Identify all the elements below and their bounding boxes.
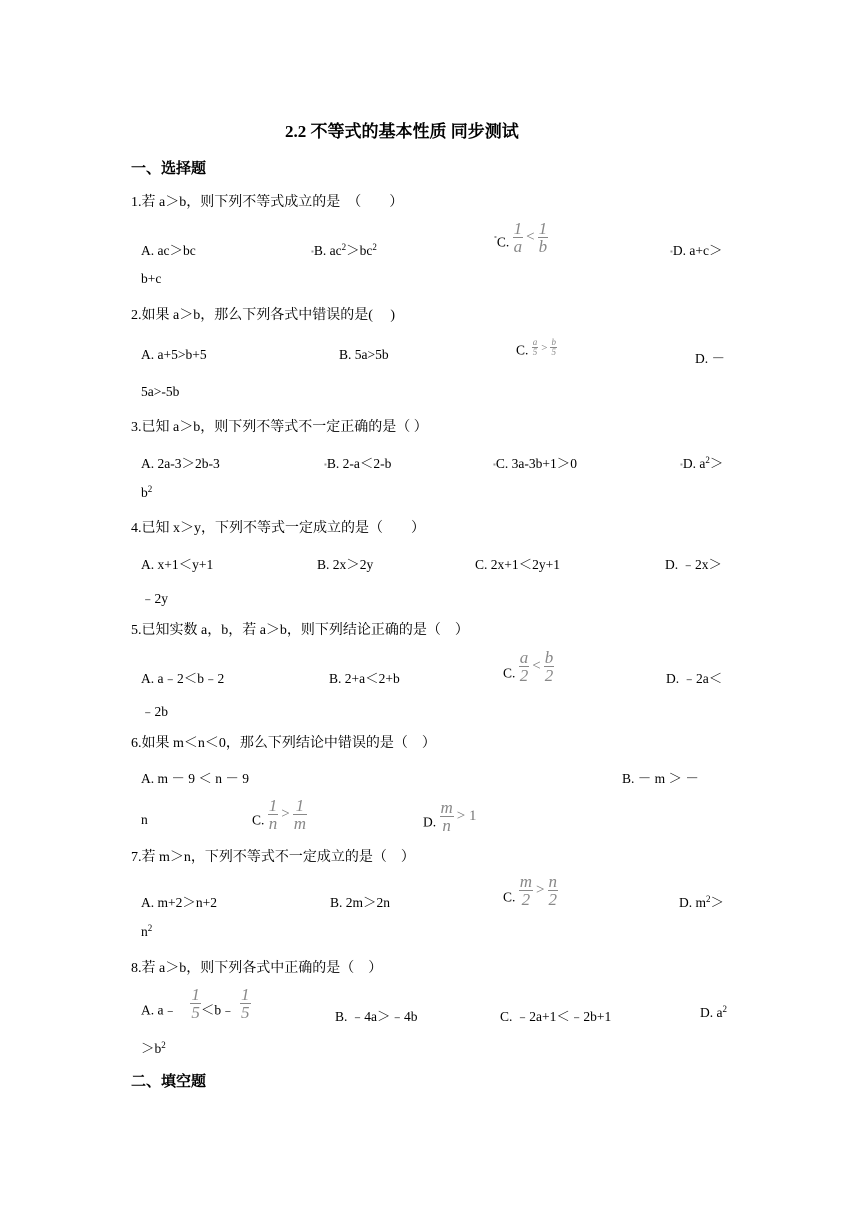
option-d-continued: ﹣2y: [141, 591, 168, 606]
option-d-continued: $b^2$: [141, 484, 153, 500]
option-d: D. $\frac{m}{n}$ > 1: [423, 798, 477, 835]
option-c: C. $\frac{a}{5}$ > $\frac{b}{5}$: [516, 337, 556, 358]
section-heading-choice: 一、选择题: [131, 161, 207, 177]
fraction-m-over-2: $\frac{m}{2}$: [519, 872, 533, 909]
question-stem: 6.如果 m＜n＜0，那么下列结论中错误的是（ ）: [131, 736, 436, 751]
fraction-a-over-2: $\frac{a}{2}$: [519, 648, 529, 685]
section-heading-fill: 二、填空题: [131, 1074, 207, 1090]
option-a: A. a﹣2＜b﹣2: [141, 671, 225, 686]
option-b: B. 5a>5b: [339, 347, 389, 362]
option-c: C. 2x+1＜2y+1: [475, 557, 560, 572]
fraction-a-over-5: $\frac{a}{5}$: [532, 337, 538, 357]
question-stem: 5.已知实数 a，b，若 a＞b，则下列结论正确的是（ ）: [131, 623, 469, 638]
option-a: A. m － 9 ＜ n － 9: [141, 771, 249, 786]
option-c: C. $\frac{m}{2}$ > $\frac{n}{2}$: [503, 872, 558, 909]
fraction-n-over-2: $\frac{n}{2}$: [548, 872, 558, 909]
page-title: 2.2 不等式的基本性质 同步测试: [285, 122, 519, 141]
fraction-1-over-5: $\frac{1}{5}$: [241, 985, 250, 1022]
option-d: D. ﹣2x＞: [665, 557, 722, 572]
question-stem: 7.若 m＞n，下列不等式不一定成立的是（ ）: [131, 850, 415, 865]
option-a: A. 2a-3＞2b-3: [141, 456, 220, 471]
question-stem: 1.若 a＞b，则下列不等式成立的是 （ ）: [131, 195, 404, 210]
fraction-m-over-n: $\frac{m}{n}$: [440, 798, 453, 835]
option-c: ▪C. 3a-3b+1＞0: [493, 456, 577, 471]
option-d: D. －: [695, 351, 725, 366]
option-a: A. a+5>b+5: [141, 347, 207, 362]
option-d: ▪D. a+c＞: [670, 243, 723, 258]
question-stem: 3.已知 a＞b，则下列不等式不一定正确的是（ ）: [131, 420, 428, 435]
option-b: ▪B. $ac^2>bc^2$: [311, 242, 377, 258]
option-d-continued: $n^2$: [141, 923, 153, 939]
question-stem: 8.若 a＞b，则下列各式中正确的是（ ）: [131, 961, 383, 976]
option-c: C. $\frac{a}{2}$ < $\frac{b}{2}$: [503, 648, 554, 685]
option-b-continued: n: [141, 812, 148, 827]
fraction-b-over-2: $\frac{b}{2}$: [544, 648, 554, 685]
option-b: B. 2+a＜2+b: [329, 671, 400, 686]
option-b: B. ﹣4a＞﹣4b: [335, 1009, 418, 1024]
option-d: ▪D. $a^2>$: [680, 455, 724, 471]
option-a: A. m+2＞n+2: [141, 895, 217, 910]
option-c: C. $\frac{1}{n}$ > $\frac{1}{m}$: [252, 796, 307, 833]
fraction-1-over-b: $\frac{1}{b}$: [538, 219, 548, 256]
option-b: B. － m ＞ －: [622, 771, 699, 786]
option-b: B. 2m＞2n: [330, 895, 391, 910]
option-c: ▪C. $\frac{1}{a}$ < $\frac{1}{b}$: [494, 219, 548, 256]
fraction-1-over-n: $\frac{1}{n}$: [268, 796, 278, 833]
option-d: D. $a^2$: [700, 1004, 727, 1020]
option-d-continued: $>b^2$: [141, 1040, 166, 1056]
option-d-continued: 5a>-5b: [141, 384, 180, 399]
fraction-1-over-m: $\frac{1}{m}$: [293, 796, 307, 833]
option-b: B. 2x＞2y: [317, 557, 374, 572]
question-stem: 2.如果 a＞b，那么下列各式中错误的是( ): [131, 308, 396, 323]
option-b: ▪B. 2-a＜2-b: [324, 456, 392, 471]
option-d-continued: ﹣2b: [141, 704, 168, 719]
fraction-1-over-5: $\frac{1}{5}$: [191, 985, 200, 1022]
fraction-1-over-a: $\frac{1}{a}$: [513, 219, 523, 256]
option-a: A. x+1＜y+1: [141, 557, 214, 572]
option-a: A. a﹣ $\frac{1}{5}$ ＜b﹣ $\frac{1}{5}$: [141, 985, 250, 1022]
option-d: D. ﹣2a＜: [666, 671, 723, 686]
option-c: C. ﹣2a+1＜﹣2b+1: [500, 1009, 612, 1024]
option-d: D. $m^2>$: [679, 894, 724, 910]
fraction-b-over-5: $\frac{b}{5}$: [551, 337, 556, 357]
option-d-continued: b+c: [141, 271, 162, 286]
question-stem: 4.已知 x＞y，下列不等式一定成立的是（ ）: [131, 521, 425, 536]
option-a: A. ac＞bc: [141, 243, 196, 258]
